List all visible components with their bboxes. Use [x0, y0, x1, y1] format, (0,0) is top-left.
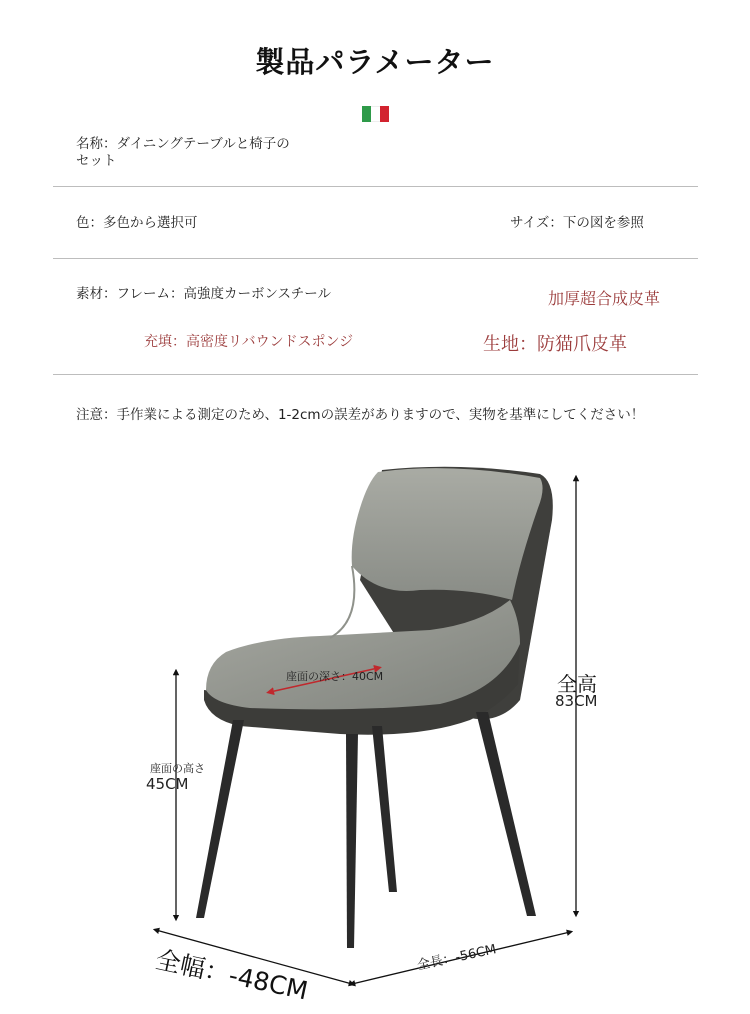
spec-name: 名称：ダイニングテーブルと椅子のセット	[76, 136, 290, 169]
spec-filling: 充填：高密度リバウンドスポンジ	[144, 334, 354, 350]
seat-height-label: 座面の高さ	[150, 762, 205, 775]
length-label: 全長：-56CM	[415, 942, 498, 974]
measurement-note: 注意：手作業による測定のため、1-2cmの誤差がありますので、実物を基準にしてください！	[76, 407, 645, 423]
total-height-value: 83CM	[555, 692, 598, 710]
spec-material: 素材：フレーム：高強度カーボンスチール	[76, 286, 332, 302]
spec-fabric: 生地：防猫爪皮革	[483, 334, 627, 355]
chair-leg-front-left	[196, 720, 244, 918]
spec-leather: 加厚超合成皮革	[548, 289, 661, 308]
chair-leg-back-right	[476, 712, 536, 916]
seat-height-value: 45CM	[146, 775, 189, 793]
spec-color: 色：多色から選択可	[76, 215, 198, 231]
seat-depth-label: 座面の深さ：40CM	[286, 670, 384, 683]
total-height-label: 全高	[557, 672, 597, 696]
chair-back-cushion	[352, 468, 543, 600]
chair-leg-back-left	[372, 726, 397, 892]
width-label: 全幅：-48CM	[152, 944, 311, 1006]
chair-leg-front-right	[346, 734, 358, 948]
page-title: 製品パラメーター	[255, 45, 495, 79]
spec-size: サイズ：下の図を参照	[510, 215, 644, 231]
